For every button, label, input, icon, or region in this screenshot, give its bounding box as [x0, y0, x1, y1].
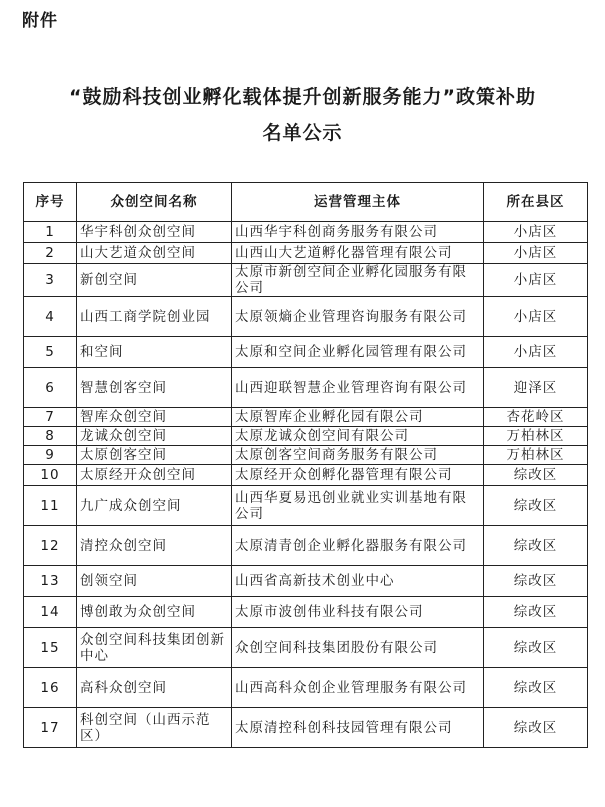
- table-row: [24, 566, 588, 597]
- table-row: [24, 446, 588, 465]
- row-index: 14: [24, 597, 77, 628]
- row-operator: 太原市波创伟业科技有限公司: [232, 597, 484, 628]
- row-operator: 山西华夏易迅创业就业实训基地有限公司: [232, 486, 484, 526]
- row-district: 小店区: [484, 222, 588, 243]
- attachment-label: 附件: [22, 11, 58, 31]
- row-operator: 山西高科众创企业管理服务有限公司: [232, 668, 484, 708]
- table-row: [24, 297, 588, 337]
- row-index: 5: [24, 337, 77, 368]
- row-space-name: 智慧创客空间: [77, 368, 232, 408]
- row-space-name: 太原经开众创空间: [77, 465, 232, 486]
- row-index: 15: [24, 628, 77, 668]
- row-space-name: 华宇科创众创空间: [77, 222, 232, 243]
- row-district: 综改区: [484, 486, 588, 526]
- row-operator: 太原智库企业孵化园有限公司: [232, 408, 484, 427]
- table-row: [24, 222, 588, 243]
- row-space-name: 山西工商学院创业园: [77, 297, 232, 337]
- row-index: 2: [24, 243, 77, 264]
- row-index: 4: [24, 297, 77, 337]
- table-row: [24, 708, 588, 748]
- row-space-name: 龙诚众创空间: [77, 427, 232, 446]
- row-district: 杏花岭区: [484, 408, 588, 427]
- row-space-name: 九广成众创空间: [77, 486, 232, 526]
- row-operator: 山西迎联智慧企业管理咨询有限公司: [232, 368, 484, 408]
- row-district: 综改区: [484, 566, 588, 597]
- row-index: 3: [24, 264, 77, 297]
- table-row: [24, 368, 588, 408]
- table-row: [24, 668, 588, 708]
- row-index: 10: [24, 465, 77, 486]
- row-operator: 太原龙诚众创空间有限公司: [232, 427, 484, 446]
- table-row: [24, 264, 588, 297]
- row-operator: 太原清控科创科技园管理有限公司: [232, 708, 484, 748]
- row-space-name: 清控众创空间: [77, 526, 232, 566]
- document-title: “鼓励科技创业孵化载体提升创新服务能力”政策补助: [69, 86, 536, 108]
- row-space-name: 智库众创空间: [77, 408, 232, 427]
- table-row: [24, 337, 588, 368]
- row-district: 万柏林区: [484, 427, 588, 446]
- table-row: [24, 465, 588, 486]
- row-index: 7: [24, 408, 77, 427]
- subsidy-list-table: [23, 182, 588, 748]
- row-index: 16: [24, 668, 77, 708]
- row-district: 迎泽区: [484, 368, 588, 408]
- row-space-name: 创领空间: [77, 566, 232, 597]
- table-row: [24, 427, 588, 446]
- row-index: 9: [24, 446, 77, 465]
- row-space-name: 太原创客空间: [77, 446, 232, 465]
- row-district: 小店区: [484, 337, 588, 368]
- row-operator: 太原领熵企业管理咨询服务有限公司: [232, 297, 484, 337]
- header-name: 众创空间名称: [77, 183, 232, 222]
- table-row: [24, 628, 588, 668]
- row-district: 综改区: [484, 526, 588, 566]
- row-district: 综改区: [484, 465, 588, 486]
- row-operator: 太原市新创空间企业孵化园服务有限公司: [232, 264, 484, 297]
- row-space-name: 科创空间（山西示范区）: [77, 708, 232, 748]
- row-space-name: 众创空间科技集团创新中心: [77, 628, 232, 668]
- row-operator: 山西山大艺道孵化器管理有限公司: [232, 243, 484, 264]
- row-operator: 太原经开众创孵化器管理有限公司: [232, 465, 484, 486]
- header-index: 序号: [24, 183, 77, 222]
- header-operator: 运营管理主体: [232, 183, 484, 222]
- row-space-name: 山大艺道众创空间: [77, 243, 232, 264]
- row-space-name: 和空间: [77, 337, 232, 368]
- table-row: [24, 597, 588, 628]
- row-index: 11: [24, 486, 77, 526]
- row-district: 综改区: [484, 628, 588, 668]
- row-operator: 太原清青创企业孵化器服务有限公司: [232, 526, 484, 566]
- row-index: 12: [24, 526, 77, 566]
- row-district: 综改区: [484, 597, 588, 628]
- row-space-name: 高科众创空间: [77, 668, 232, 708]
- table-row: [24, 408, 588, 427]
- row-index: 1: [24, 222, 77, 243]
- row-index: 8: [24, 427, 77, 446]
- row-operator: 山西省高新技术创业中心: [232, 566, 484, 597]
- table-row: [24, 243, 588, 264]
- table-row: [24, 526, 588, 566]
- row-index: 13: [24, 566, 77, 597]
- row-operator: 太原和空间企业孵化园管理有限公司: [232, 337, 484, 368]
- row-space-name: 新创空间: [77, 264, 232, 297]
- row-district: 小店区: [484, 243, 588, 264]
- row-district: 综改区: [484, 708, 588, 748]
- row-space-name: 博创敢为众创空间: [77, 597, 232, 628]
- row-district: 万柏林区: [484, 446, 588, 465]
- header-district: 所在县区: [484, 183, 588, 222]
- row-index: 17: [24, 708, 77, 748]
- table-row: [24, 486, 588, 526]
- row-operator: 山西华宇科创商务服务有限公司: [232, 222, 484, 243]
- row-index: 6: [24, 368, 77, 408]
- row-operator: 众创空间科技集团股份有限公司: [232, 628, 484, 668]
- table-header-row: [24, 183, 588, 222]
- row-district: 小店区: [484, 297, 588, 337]
- row-district: 综改区: [484, 668, 588, 708]
- row-district: 小店区: [484, 264, 588, 297]
- row-operator: 太原创客空间商务服务有限公司: [232, 446, 484, 465]
- document-subtitle: 名单公示: [262, 122, 343, 144]
